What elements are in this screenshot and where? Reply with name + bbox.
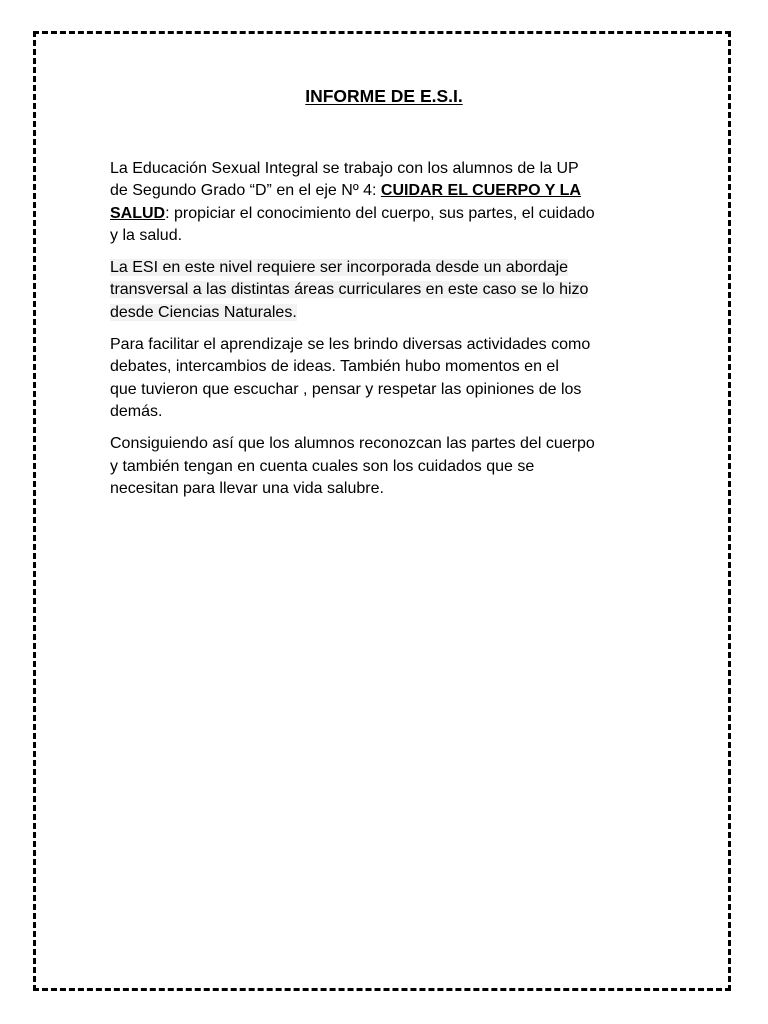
paragraph-line: La ESI en este nivel requiere ser incorporada desde un abordaje: [110, 259, 569, 277]
paragraph-conclusion: [110, 433, 670, 500]
paragraph-line: debates, intercambios de ideas. También hubo momentos en el: [110, 358, 559, 376]
paragraph-line: demás.: [110, 402, 163, 420]
paragraph-line: : propiciar el conocimiento del cuerpo, sus partes, el cuidado: [165, 204, 595, 222]
paragraph-line: necesitan para llevar una vida salubre.: [110, 479, 384, 497]
paragraph-line: desde Ciencias Naturales.: [110, 303, 297, 321]
paragraph-line: que tuvieron que escuchar , pensar y respetar las opiniones de los: [110, 380, 582, 398]
document-title: INFORME DE E.S.I.: [305, 86, 463, 106]
paragraph-line: Consiguiendo así que los alumnos reconozcan las partes del cuerpo: [110, 435, 595, 453]
document-body: [110, 158, 670, 510]
paragraph-line: La Educación Sexual Integral se trabajo con los alumnos de la UP: [110, 160, 579, 177]
paragraph-activities: [110, 334, 670, 423]
paragraph-line: de Segundo Grado “D” en el eje Nº 4:: [110, 182, 381, 200]
axis-emphasis: CUIDAR EL CUERPO Y LA: [380, 182, 581, 200]
paragraph-esi-level: [110, 257, 670, 324]
paragraph-line: y también tengan en cuenta cuales son los cuidados que se: [110, 457, 535, 475]
paragraph-line: transversal a las distintas áreas curriculares en este caso se lo hizo: [110, 281, 589, 299]
paragraph-line: Para facilitar el aprendizaje se les brindo diversas actividades como: [110, 336, 591, 354]
paragraph-line: y la salud.: [110, 226, 183, 244]
axis-emphasis: SALUD: [110, 204, 166, 222]
paragraph-intro: [110, 158, 670, 247]
